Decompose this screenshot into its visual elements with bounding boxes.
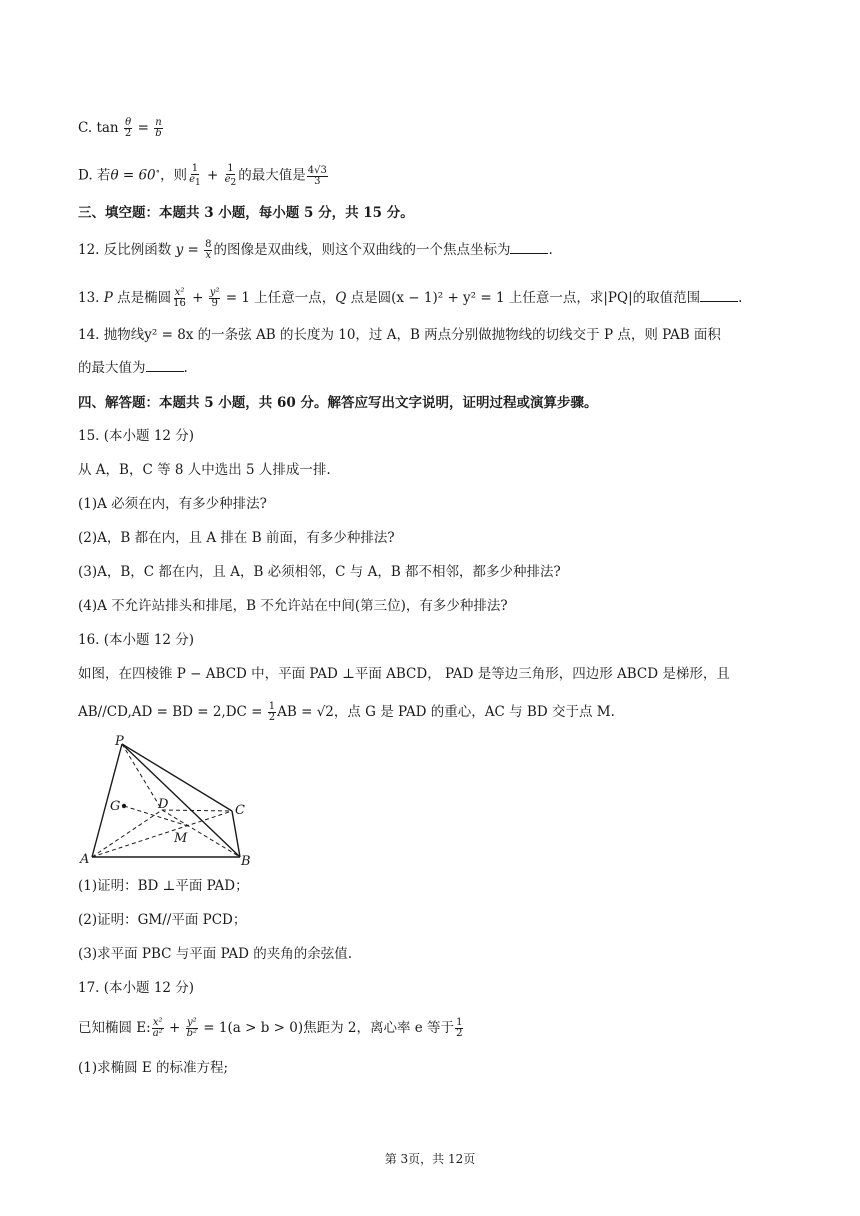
fraction: $\frac{\text{y²}}{9}$ [209,287,220,309]
fraction: $\frac{\text{y²}}{\text{b²}}$ [186,1017,198,1039]
diagonal-AC [92,811,232,857]
question-15-part-1: (1)A 必须在内，有多少种排法? [78,496,267,512]
question-17-title: 17. (本小题 12 分) [78,980,195,996]
question-16-stem-2: AB//CD,AD = BD = 2,DC = $\frac{1}{2}$ AB = √2，点 G 是 PAD 的重心，AC 与 BD 交于点 M. [78,701,615,723]
question-14-line-1: 14. 抛物线y² = 8x 的一条弦 AB 的长度为 10，过 A，B 两点分别做抛物线的切线交于 P 点，则 PAB 面积 [78,327,721,343]
question-17-stem: 已知椭圆 E: $\frac{\text{x²}}{\text{a²}}$ + $\frac{\text{y²}}{\text{b²}}$ = 1(a > b > 0)焦距为 2，离心率 e 等于 $\frac{1}{2}$ [78,1017,463,1039]
label-B: B [241,854,251,868]
answer-blank [700,288,738,302]
fraction: $\frac{\text{x²}}{16}$ [173,287,186,309]
label-C: C [235,803,245,818]
answer-blank [510,240,548,254]
label-A: A [80,852,90,867]
fraction: $\frac{1}{e_1}$ [189,163,201,188]
question-15-stem: 从 A，B，C 等 8 人中选出 5 人排成一排. [78,462,331,478]
section-4-heading: 四、解答题：本题共 5 小题，共 60 分。解答应写出文字说明，证明过程或演算步骤。 [78,395,598,411]
fraction: $\frac{1}{2}$ [268,701,276,723]
segment-GM [124,806,188,826]
answer-blank [146,358,184,372]
fraction: $\frac{8}{x}$ [205,239,212,261]
question-17-part-1: (1)求椭圆 E 的标准方程; [78,1060,229,1076]
option-d: D. 若θ = 60∘，则 $\frac{1}{e_1}$ + $\frac{1}{e_2}$ 的最大值是 $\frac{4√3}{3}$ [78,163,327,188]
fraction: $\frac{\theta}{2}$ [124,117,132,139]
question-15-title: 15. (本小题 12 分) [78,428,195,444]
question-16-part-3: (3)求平面 PBC 与平面 PAD 的夹角的余弦值. [78,946,353,962]
fraction: $\frac{1}{e_2}$ [224,163,237,188]
point-G [122,804,126,808]
question-16-part-1: (1)证明：BD ⊥平面 PAD； [78,878,249,894]
edge-DC [162,810,232,811]
question-15-part-2: (2)A，B 都在内，且 A 排在 B 前面，有多少种排法? [78,530,395,546]
question-15-part-4: (4)A 不允许站排头和排尾，B 不允许站在中间(第三位)，有多少种排法? [78,598,508,614]
pyramid-figure [78,732,258,868]
option-c: C. tan $\frac{\theta}{2}$ = $\frac{n}{b}$ [78,117,162,139]
question-16-part-2: (2)证明：GM//平面 PCD； [78,912,247,928]
question-12: 12. 反比例函数 y = $\frac{8}{x}$ 的图像是双曲线，则这个双曲线的一个焦点坐标为 . [78,239,553,261]
edge-PC [122,744,232,811]
question-16-stem-1: 如图，在四棱锥 P − ABCD 中，平面 PAD ⊥平面 ABCD， PAD 是等边三角形，四边形 ABCD 是梯形，且 [78,666,730,682]
fraction: $\frac{1}{2}$ [456,1017,463,1039]
section-3-heading: 三、填空题：本题共 3 小题，每小题 5 分，共 15 分。 [78,205,414,221]
question-13: 13. P 点是椭圆 $\frac{\text{x²}}{16}$ + $\frac{\text{y²}}{9}$ = 1 上任意一点，Q 点是圆(x − 1)² + y² = 1 上任意一点，求|PQ|的取值范围 . [78,287,743,309]
question-15-part-3: (3)A，B，C 都在内，且 A，B 必须相邻，C 与 A，B 都不相邻，都多少种排法? [78,564,561,580]
label-D: D [158,797,169,812]
fraction: $\frac{4√3}{3}$ [307,164,327,187]
label-G: G [110,799,121,814]
label-M: M [174,831,188,846]
label-P: P [115,734,124,749]
page-footer: 第 3页，共 12页 [384,1152,476,1166]
question-14-line-2: 的最大值为 . [78,360,188,376]
question-16-title: 16. (本小题 12 分) [78,632,195,648]
fraction: $\frac{n}{b}$ [155,117,162,139]
fraction: $\frac{\text{x²}}{\text{a²}}$ [152,1017,163,1039]
